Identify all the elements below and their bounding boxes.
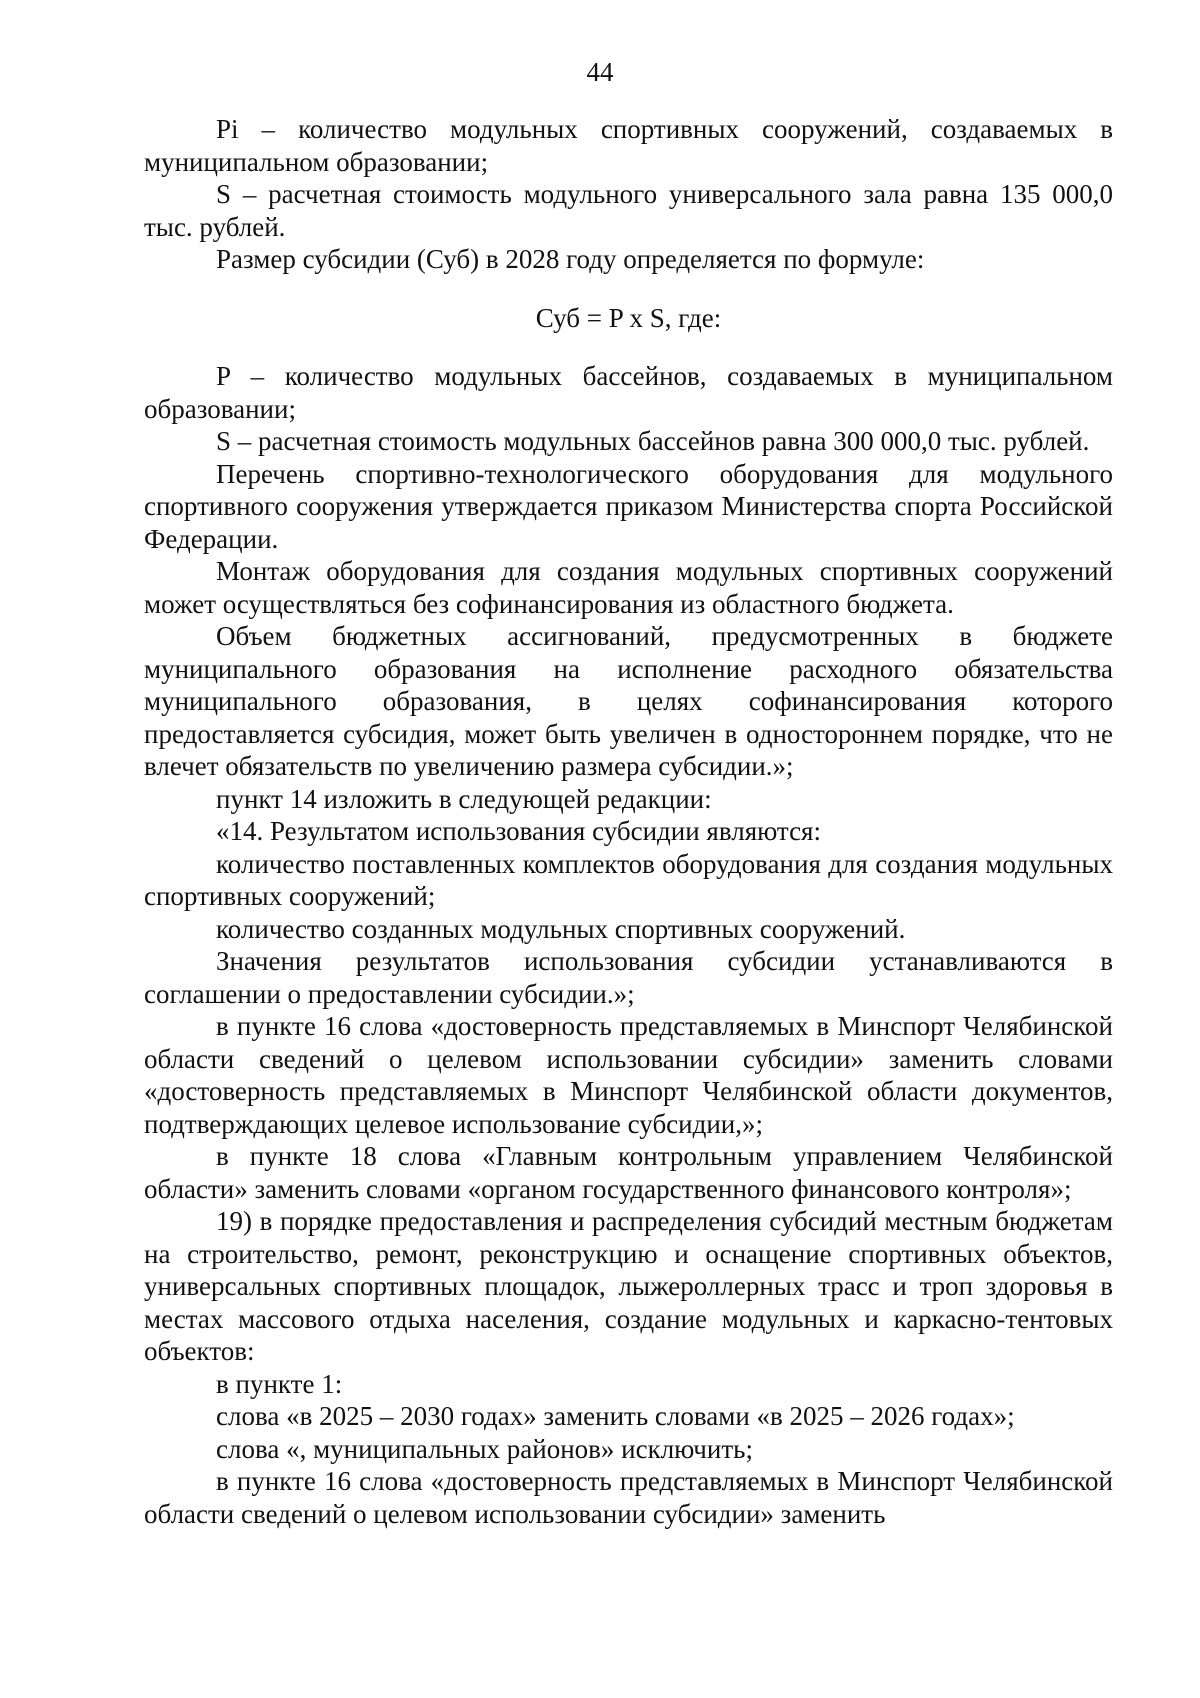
paragraph-subsidy-2028-intro: Размер субсидии (Суб) в 2028 году определяется по формуле:: [216, 244, 925, 274]
paragraph-in-item-1: в пункте 1:: [216, 1368, 343, 1399]
paragraph-installation: Монтаж оборудования для создания модульных спортивных сооружений может осуществляться без софинансирования из областного бюджета.: [144, 556, 1113, 619]
paragraph-p-definition: P – количество модульных бассейнов, создаваемых в муниципальном образовании;: [144, 361, 1113, 424]
paragraph-s-pool-cost: S – расчетная стоимость модульных бассейнов равна 300 000,0 тыс. рублей.: [216, 426, 1090, 456]
paragraph-result-values: Значения результатов использования субсидии устанавливаются в соглашении о предоставлении субсидии.»;: [144, 946, 1113, 1009]
paragraph-item-14-text: «14. Результатом использования субсидии являются:: [216, 816, 821, 846]
paragraph-item-14-intro: пункт 14 изложить в следующей редакции:: [216, 783, 712, 814]
paragraph-item-16-second: в пункте 16 слова «достоверность представляемых в Минспорт Челябинской области сведений о целевом использовании субсидии» заменить: [144, 1466, 1113, 1529]
paragraph-budget-allocations: Объем бюджетных ассигнований, предусмотренных в бюджете муниципального образования на исполнение расходного обязательства муниципального образования, в целях софинансирования которого предоставляется субсидия, может быть увеличен в одностороннем порядке, что не влечет обязательств по увеличению размера субсидии.»;: [144, 621, 1113, 781]
paragraph-equipment-list: Перечень спортивно-технологического оборудования для модульного спортивного сооружения утверждается приказом Министерства спорта Российской Федерации.: [144, 458, 1113, 554]
paragraph-result-facilities: количество созданных модульных спортивных сооружений.: [216, 913, 906, 944]
paragraph-replace-years: слова «в 2025 – 2030 годах» заменить словами «в 2025 – 2026 годах»;: [216, 1401, 1015, 1431]
paragraph-result-equipment: количество поставленных комплектов оборудования для создания модульных спортивных сооружений;: [144, 848, 1113, 911]
paragraph-s-hall-cost: S – расчетная стоимость модульного универсального зала равна 135 000,0 тыс. рублей.: [144, 179, 1113, 242]
document-body: [144, 113, 1113, 1530]
paragraph-item-16-first: в пункте 16 слова «достоверность представляемых в Минспорт Челябинской области сведений о целевом использовании субсидии» заменить словами «достоверность представляемых в Минспорт Челябинской области документов, подтверждающих целевое использование субсидии,»;: [144, 1011, 1113, 1139]
paragraph-item-18: в пункте 18 слова «Главным контрольным управлением Челябинской области» заменить словами «органом государственного финансового контроля»;: [144, 1141, 1113, 1204]
formula: Суб = P x S, где:: [535, 302, 722, 333]
paragraph-item-19: 19) в порядке предоставления и распределения субсидий местным бюджетам на строительство, ремонт, реконструкцию и оснащение спортивных объектов, универсальных спортивных площадок, лыжероллерных трасс и троп здоровья в местах массового отдыха населения, создание модульных и каркасно-тентовых объектов:: [144, 1206, 1113, 1366]
page-number: 44: [586, 57, 614, 87]
paragraph-pi-definition: Pi – количество модульных спортивных сооружений, создаваемых в муниципальном образовании;: [144, 114, 1113, 177]
paragraph-exclude-districts: слова «, муниципальных районов» исключить;: [216, 1433, 753, 1464]
